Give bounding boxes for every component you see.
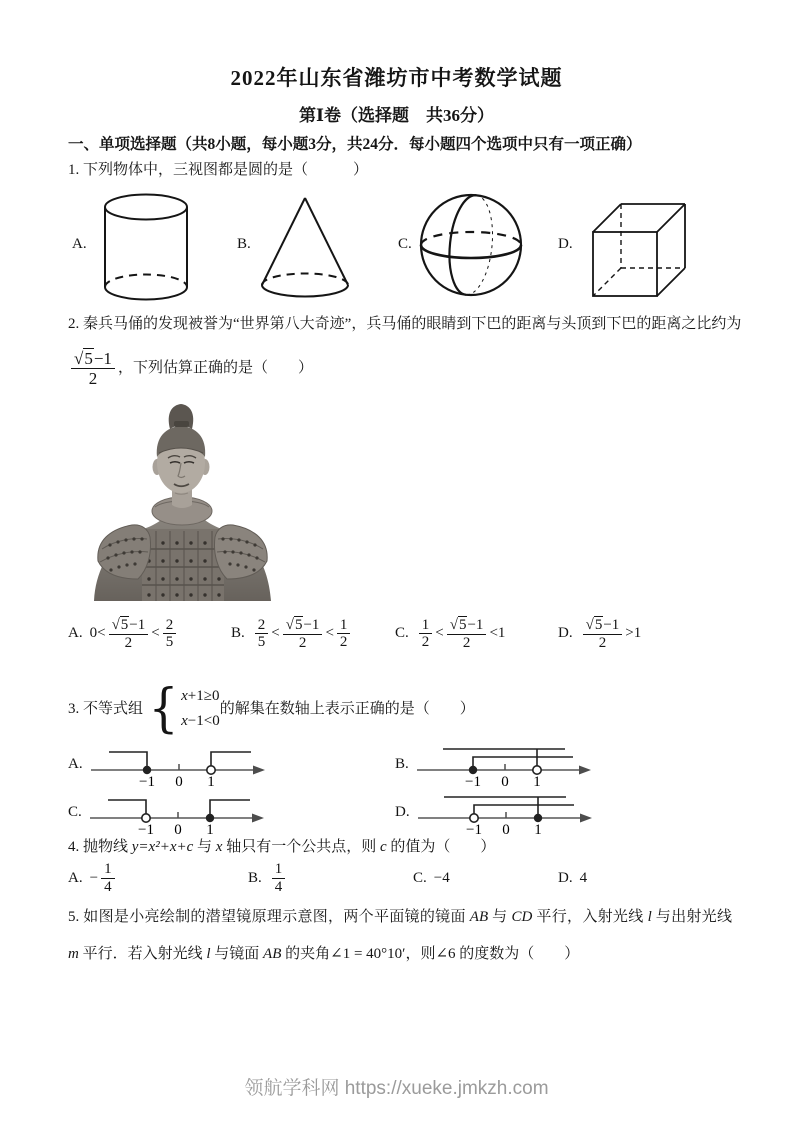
- question-4-options: [68, 856, 748, 900]
- terracotta-warrior-photo: [80, 403, 285, 601]
- question-4-option-d: D. 4: [558, 869, 588, 886]
- sqrt-fraction: √ 5 −1 2: [447, 616, 487, 652]
- question-3: [68, 678, 475, 739]
- fraction: $\frac{1}{4}$: [101, 861, 115, 896]
- exam-title: 2022年山东省潍坊市中考数学试题: [230, 66, 563, 90]
- fraction: $\frac{2}{5}$: [255, 617, 269, 652]
- number-line-option-c: C. −1 0 1: [68, 788, 268, 836]
- tick-label: −1: [138, 774, 155, 788]
- question-3-text-after: 的解集在数轴上表示正确的是（ ）: [219, 700, 475, 717]
- watermark-footer: [0, 1073, 793, 1100]
- fraction: $\frac{1}{4}$: [272, 861, 286, 896]
- question-2-option-a: A. 0< √ 5 −1 2 < $\frac{2}{5}$: [68, 616, 179, 652]
- option-label-b: B.: [237, 236, 251, 252]
- sqrt-fraction: √ 5 −1 2: [109, 616, 149, 652]
- section-heading: 一、单项选择题（共8小题，每小题3分，共24分．每小题四个选项中只有一项正确）: [68, 136, 642, 153]
- question-3-text: 3. 不等式组: [68, 700, 144, 717]
- question-1-figures: [0, 186, 793, 306]
- number-line-d: [416, 788, 596, 836]
- question-4-option-b: B. $\frac{1}{4}$: [248, 856, 288, 900]
- fraction: $\frac{2}{5}$: [163, 617, 177, 652]
- question-2-text-after: ，下列估算正确的是（ ）: [117, 359, 313, 376]
- number-line-option-d: D. −1 0 1: [395, 788, 596, 836]
- tick-label: 0: [174, 774, 183, 788]
- golden-ratio-fraction: √ 5 −1 2: [71, 348, 115, 388]
- cone-figure: [258, 194, 352, 300]
- cylinder-figure: [100, 192, 192, 302]
- question-2-option-c: C. $\frac{1}{2}$ < √ 5 −1 2 <1: [395, 616, 506, 651]
- fraction: $\frac{1}{2}$: [337, 617, 351, 652]
- tick-label: −1: [464, 774, 481, 788]
- number-line-row-2: [68, 788, 748, 836]
- tick-label: 1: [206, 822, 214, 836]
- tick-label: 1: [206, 774, 215, 788]
- question-1-text: 1. 下列物体中，三视图都是圆的是（ ）: [68, 162, 369, 178]
- question-4-option-c: C. −4: [413, 869, 450, 886]
- question-4-option-a: A. − $\frac{1}{4}$: [68, 856, 118, 900]
- question-4-text: 4. 抛物线 y=x²+x+c 与 x 轴只有一个公共点，则 c 的值为（ ）: [68, 839, 496, 855]
- system-brace: {: [148, 678, 179, 739]
- cube-figure: [585, 192, 693, 302]
- number-line-b: [415, 740, 595, 788]
- parabola-formula: y=x²+x+c: [131, 839, 194, 855]
- number-line-row-1: [68, 740, 748, 788]
- angle-value: ∠1 = 40°10′: [330, 946, 406, 962]
- question-2-ratio-line: [68, 342, 313, 394]
- question-2-text: 2. 秦兵马俑的发现被誉为“世界第八大奇迹”，兵马俑的眼睛到下巴的距离与头顶到下巴的距离之比约为: [68, 316, 742, 332]
- fraction: $\frac{1}{2}$: [419, 617, 433, 652]
- tick-label: −1: [465, 822, 482, 836]
- number-line-a: [89, 740, 269, 788]
- sqrt-fraction: √ 5 −1 2: [583, 616, 623, 652]
- sphere-figure: [418, 192, 524, 298]
- tick-label: 0: [501, 774, 509, 788]
- number-line-option-a: A. −1 0 1: [68, 740, 269, 788]
- option-label-d: D.: [558, 236, 573, 252]
- number-line-c: [88, 788, 268, 836]
- tick-label: −1: [137, 822, 154, 836]
- watermark-text: 领航学科网 https://xueke.jmkzh.com: [244, 1078, 549, 1099]
- angle-6: ∠6: [435, 946, 456, 962]
- option-label-a: A.: [72, 236, 87, 252]
- question-2-option-b: B. $\frac{2}{5}$ < √ 5 −1 2 < $\frac{1}{2}$: [231, 616, 353, 652]
- exam-subtitle: 第Ⅰ卷（选择题 共36分）: [299, 106, 494, 125]
- question-2-option-d: D. √ 5 −1 2 >1: [558, 617, 642, 651]
- inequality-system: x+1≥0 x−1<0: [181, 688, 220, 729]
- tick-label: 0: [174, 822, 182, 836]
- question-2-options: [68, 616, 748, 676]
- tick-label: 1: [533, 822, 542, 836]
- tick-label: 1: [533, 774, 541, 788]
- sqrt-fraction: √ 5 −1 2: [283, 616, 323, 652]
- tick-label: 0: [501, 822, 510, 836]
- question-5-text: 5. 如图是小亮绘制的潜望镜原理示意图，两个平面镜的镜面 AB 与 CD 平行，入射光线 l 与出射光线 m 平行．若入射光线 l 与镜面 AB 的夹角∠1 = 40°10′，则∠6 的度数为（ ）: [68, 909, 732, 962]
- sqrt-symbol: √: [74, 348, 84, 368]
- option-label-c: C.: [398, 236, 412, 252]
- number-line-option-b: B. −1 0 1: [395, 740, 595, 788]
